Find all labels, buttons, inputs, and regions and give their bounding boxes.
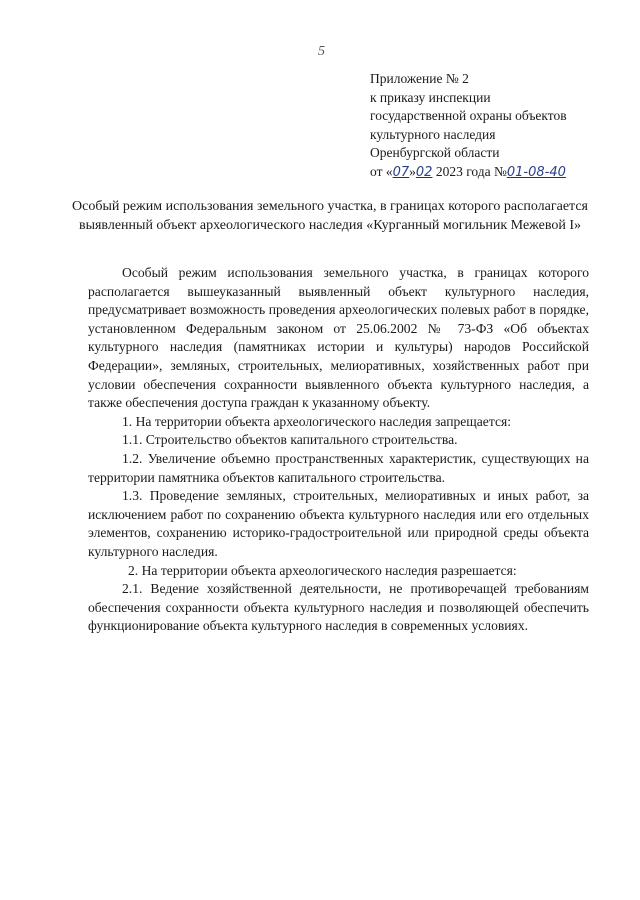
appendix-line: государственной охраны объектов (370, 108, 567, 123)
handwritten-month: 02 (415, 164, 433, 180)
handwritten-day: 07 (392, 164, 410, 180)
page-number: 5 (318, 44, 325, 59)
section-2-heading: 2. На территории объекта археологического наследия разрешается: (128, 562, 517, 578)
intro-paragraph: Особый режим использования земельного участка, в границах которого располагается вышеуказанный выявленный объект культурного наследия, предусматривает возможность проведения археологических полевых работ в порядке, установленном Федеральным законом от 25.06.2002 № 73-ФЗ «Об объектах культурного наследия (памятниках истории и культуры) народов Российской Федерации», земляных, строительных, мелиоративных, хозяйственных работ при условии обеспечения сохранности выявленного объекта культурного наследия, а также обеспечения доступа граждан к указанному объекту. (88, 265, 589, 411)
section-1-heading: 1. На территории объекта археологического наследия запрещается: (122, 413, 512, 429)
item-1-2: 1.2. Увеличение объемно пространственных характеристик, существующих на территории памятника объектов капитального строительства. (88, 450, 589, 485)
document-title: Особый режим использования земельного участка, в границах которого располагается выявленный объект археологического наследия «Курганный могильник Межевой I» (72, 199, 588, 233)
date-prefix: от « (370, 163, 393, 179)
appendix-date-line (370, 163, 620, 183)
handwritten-number: 01-08-40 (506, 164, 566, 180)
date-mid: » (409, 163, 416, 179)
date-suffix: 2023 года № (432, 163, 507, 179)
appendix-line: культурного наследия (370, 126, 496, 142)
appendix-line: к приказу инспекции (370, 89, 491, 105)
appendix-line: Приложение № 2 (370, 71, 469, 86)
appendix-line: Оренбургской области (370, 145, 500, 160)
appendix-header (370, 70, 620, 182)
document-body (88, 264, 589, 636)
item-1-3: 1.3. Проведение земляных, строительных, мелиоративных и иных работ, за исключением работ по сохранению объекта культурного наследия или его отдельных элементов, сохранению историко-градостроительной или природной среды объекта культурного наследия. (88, 488, 589, 559)
item-2-1: 2.1. Ведение хозяйственной деятельности, не противоречащей требованиям обеспечения сохранности объекта культурного наследия и позволяющей обеспечить функционирование объекта культурного наследия в современных условиях. (88, 581, 589, 634)
item-1-1: 1.1. Строительство объектов капитального строительства. (122, 432, 458, 448)
